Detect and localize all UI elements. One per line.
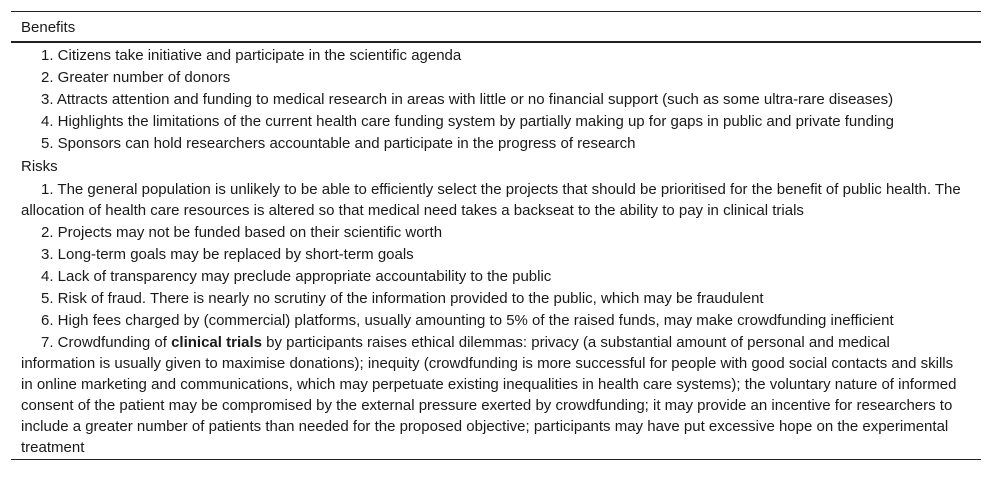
risks-section-label: Risks — [21, 158, 58, 175]
benefit-item-1: 1. Citizens take initiative and participate in the scientific agenda — [41, 47, 462, 64]
benefit-item-3: 3. Attracts attention and funding to medical research in areas with little or no financial support (such as some ultra-rare diseases) — [41, 91, 894, 108]
risk-item-2: 2. Projects may not be funded based on their scientific worth — [41, 224, 443, 241]
risk-item-7-suffix: by participants raises ethical dilemmas: privacy (a substantial amount of personal and medical information is usually given to maximise donations); inequity (crowdfunding is more successful for people with good social contacts and skills in online marketing and communications, which may perpetuate existing inequalities in health care systems); the voluntary nature of informed consent of the patient may be compromised by the external pressure exerted by crowdfunding; it may provide an incentive for researchers to include a greater number of patients than needed for the proposed objective; participants may have put excessive hope on the experimental treatment — [21, 334, 957, 456]
risk-item-7 — [11, 332, 981, 458]
risk-item-3: 3. Long-term goals may be replaced by short-term goals — [41, 246, 414, 263]
risk-item-4: 4. Lack of transparency may preclude appropriate accountability to the public — [41, 268, 552, 285]
risk-item-7-prefix: 7. Crowdfunding of — [41, 334, 172, 351]
risk-item-6: 6. High fees charged by (commercial) platforms, usually amounting to 5% of the raised funds, may make crowdfunding inefficient — [41, 312, 894, 329]
benefits-risks-table — [11, 11, 981, 460]
risk-item-1: 1. The general population is unlikely to be able to efficiently select the projects that should be prioritised for the benefit of public health. The allocation of health care resources is altered so that medical need takes a backseat to the ability to pay in clinical trials — [21, 181, 961, 219]
benefit-item-5: 5. Sponsors can hold researchers accountable and participate in the progress of research — [41, 135, 636, 152]
table-body — [11, 43, 981, 458]
benefit-item-2: 2. Greater number of donors — [41, 69, 231, 86]
risk-item-5: 5. Risk of fraud. There is nearly no scrutiny of the information provided to the public, which may be fraudulent — [41, 290, 764, 307]
table-header: Benefits — [11, 12, 981, 43]
risk-item-7-bold-term: clinical trials — [171, 334, 262, 351]
benefit-item-4: 4. Highlights the limitations of the current health care funding system by partially making up for gaps in public and private funding — [41, 113, 894, 130]
